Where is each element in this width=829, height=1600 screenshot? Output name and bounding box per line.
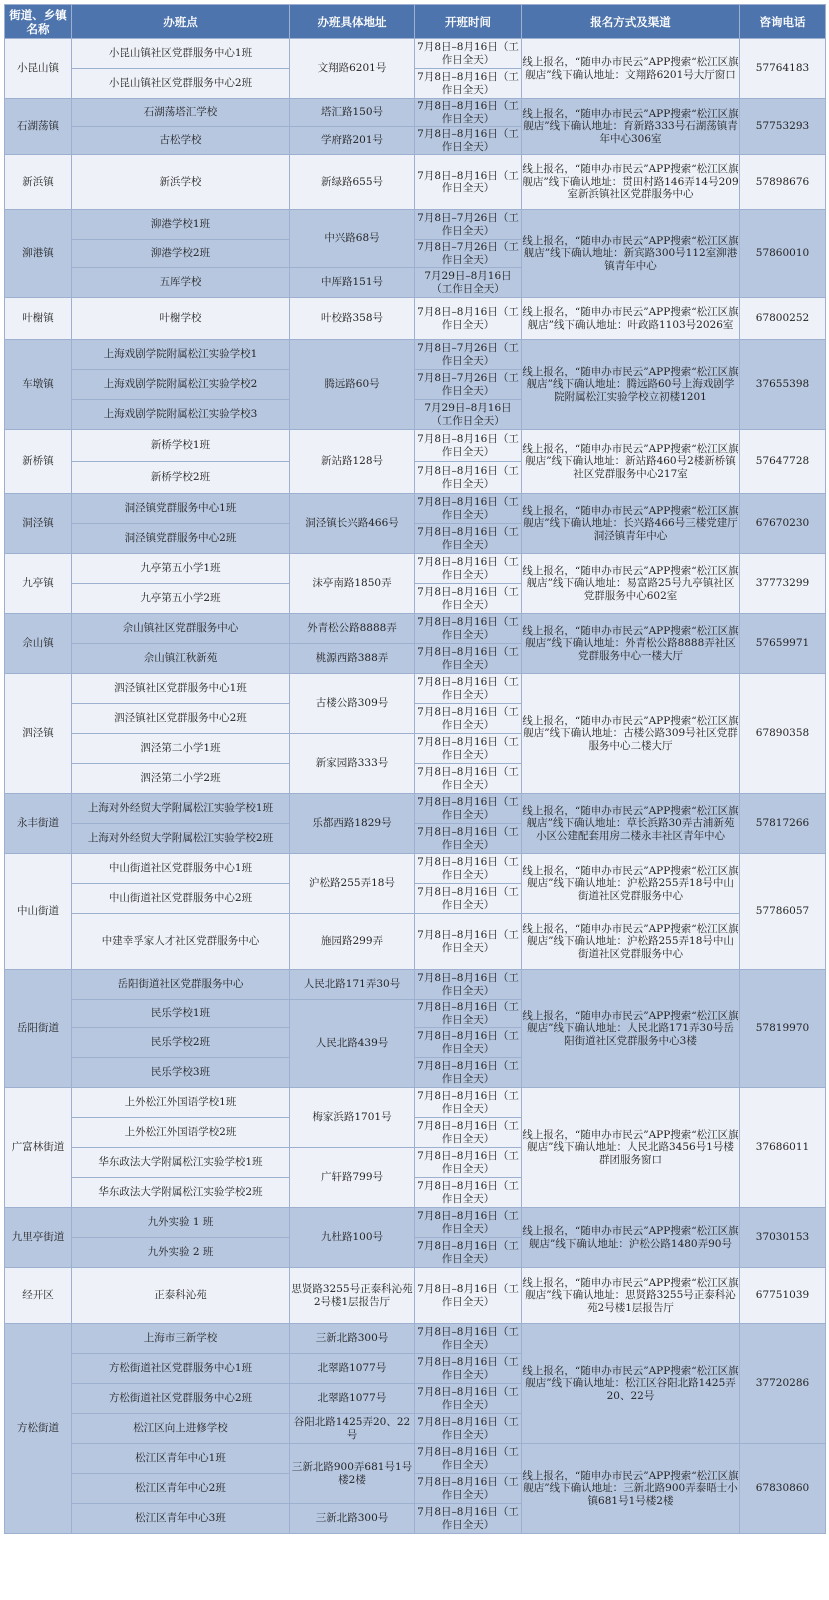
district-cell: 永丰街道 bbox=[5, 794, 72, 854]
signup-cell: 线上报名，“随申办市民云”APP搜索“松江区旗舰店”线下确认地址：人民北路171弄30号岳阳街道社区党群服务中心3楼 bbox=[522, 970, 740, 1088]
site-cell: 上海戏剧学院附属松江实验学校2 bbox=[72, 370, 290, 400]
time-cell: 7月8日–8月16日（工作日全天） bbox=[415, 644, 522, 674]
time-cell: 7月8日–8月16日（工作日全天） bbox=[415, 1384, 522, 1414]
time-cell: 7月8日–8月16日（工作日全天） bbox=[415, 1028, 522, 1058]
address-cell: 塔汇路150号 bbox=[290, 99, 415, 127]
time-cell: 7月8日–8月16日（工作日全天） bbox=[415, 794, 522, 824]
phone-cell: 57817266 bbox=[740, 794, 826, 854]
site-cell: 上海戏剧学院附属松江实验学校1 bbox=[72, 340, 290, 370]
signup-cell: 线上报名，“随申办市民云”APP搜索“松江区旗舰店”线下确认地址：外青松公路8888弄社区党群服务中心一楼大厅 bbox=[522, 614, 740, 674]
district-cell: 小昆山镇 bbox=[5, 39, 72, 99]
phone-cell: 37773299 bbox=[740, 554, 826, 614]
address-cell: 沫亭南路1850弄 bbox=[290, 554, 415, 614]
signup-cell: 线上报名，“随申办市民云”APP搜索“松江区旗舰店”线下确认地址：新宾路300号112室泖港镇青年中心 bbox=[522, 210, 740, 298]
time-cell: 7月8日–8月16日（工作日全天） bbox=[415, 494, 522, 524]
phone-cell: 67670230 bbox=[740, 494, 826, 554]
signup-cell: 线上报名，“随申办市民云”APP搜索“松江区旗舰店”线下确认地址：古楼公路309号社区党群服务中心二楼大厅 bbox=[522, 674, 740, 794]
signup-cell: 线上报名，“随申办市民云”APP搜索“松江区旗舰店”线下确认地址：沪松公路1480弄90号 bbox=[522, 1208, 740, 1268]
table-row bbox=[5, 1268, 826, 1324]
table-row bbox=[5, 554, 826, 584]
header-address: 办班具体地址 bbox=[290, 5, 415, 39]
header-site: 办班点 bbox=[72, 5, 290, 39]
site-cell: 华东政法大学附属松江实验学校1班 bbox=[72, 1148, 290, 1178]
time-cell: 7月8日–7月26日（工作日全天） bbox=[415, 210, 522, 240]
address-cell: 三新北路300号 bbox=[290, 1324, 415, 1354]
site-cell: 上外松江外国语学校1班 bbox=[72, 1088, 290, 1118]
signup-cell: 线上报名，“随申办市民云”APP搜索“松江区旗舰店”线下确认地址：沪松路255弄18号中山街道社区党群服务中心 bbox=[522, 914, 740, 970]
signup-cell: 线上报名，“随申办市民云”APP搜索“松江区旗舰店”线下确认地址：育新路333号石湖荡镇青年中心306室 bbox=[522, 99, 740, 155]
district-cell: 石湖荡镇 bbox=[5, 99, 72, 155]
signup-cell: 线上报名，“随申办市民云”APP搜索“松江区旗舰店”线下确认地址：贯田村路146弄14号209室新浜镇社区党群服务中心 bbox=[522, 155, 740, 210]
address-cell: 沪松路255弄18号 bbox=[290, 854, 415, 914]
phone-cell: 57786057 bbox=[740, 854, 826, 970]
address-cell: 洞泾镇长兴路466号 bbox=[290, 494, 415, 554]
site-cell: 九亭第五小学2班 bbox=[72, 584, 290, 614]
table-row bbox=[5, 99, 826, 127]
address-cell: 古楼公路309号 bbox=[290, 674, 415, 734]
table-row bbox=[5, 1208, 826, 1238]
phone-cell: 57753293 bbox=[740, 99, 826, 155]
site-cell: 叶榭学校 bbox=[72, 298, 290, 340]
time-cell: 7月8日–8月16日（工作日全天） bbox=[415, 824, 522, 854]
time-cell: 7月8日–8月16日（工作日全天） bbox=[415, 1268, 522, 1324]
class-schedule-table bbox=[4, 4, 826, 1534]
address-cell: 外青松公路8888弄 bbox=[290, 614, 415, 644]
address-cell: 施园路299弄 bbox=[290, 914, 415, 970]
signup-cell: 线上报名，“随申办市民云”APP搜索“松江区旗舰店”线下确认地址：腾远路60号上海戏剧学院附属松江实验学校立初楼1201 bbox=[522, 340, 740, 430]
address-cell: 梅家浜路1701号 bbox=[290, 1088, 415, 1148]
time-cell: 7月8日–8月16日（工作日全天） bbox=[415, 1088, 522, 1118]
site-cell: 中建幸孚家人才社区党群服务中心 bbox=[72, 914, 290, 970]
time-cell: 7月8日–8月16日（工作日全天） bbox=[415, 584, 522, 614]
address-cell: 三新北路300号 bbox=[290, 1504, 415, 1534]
time-cell: 7月8日–8月16日（工作日全天） bbox=[415, 1354, 522, 1384]
time-cell: 7月8日–7月26日（工作日全天） bbox=[415, 240, 522, 268]
time-cell: 7月8日–8月16日（工作日全天） bbox=[415, 1444, 522, 1474]
time-cell: 7月8日–8月16日（工作日全天） bbox=[415, 1058, 522, 1088]
table-body bbox=[5, 39, 826, 1534]
table-row bbox=[5, 970, 826, 1000]
time-cell: 7月8日–7月26日（工作日全天） bbox=[415, 340, 522, 370]
site-cell: 松江区青年中心3班 bbox=[72, 1504, 290, 1534]
signup-cell: 线上报名，“随申办市民云”APP搜索“松江区旗舰店”线下确认地址：长兴路466号三楼党建厅洞泾镇青年中心 bbox=[522, 494, 740, 554]
time-cell: 7月8日–8月16日（工作日全天） bbox=[415, 704, 522, 734]
time-cell: 7月29日–8月16日（工作日全天） bbox=[415, 268, 522, 298]
signup-cell: 线上报名，“随申办市民云”APP搜索“松江区旗舰店”线下确认地址：人民北路3456号1号楼群团服务窗口 bbox=[522, 1088, 740, 1208]
header-row bbox=[5, 5, 826, 39]
phone-cell: 67800252 bbox=[740, 298, 826, 340]
site-cell: 泗泾镇社区党群服务中心2班 bbox=[72, 704, 290, 734]
site-cell: 五厍学校 bbox=[72, 268, 290, 298]
site-cell: 佘山镇社区党群服务中心 bbox=[72, 614, 290, 644]
phone-cell: 57819970 bbox=[740, 970, 826, 1088]
table-row bbox=[5, 674, 826, 704]
time-cell: 7月8日–8月16日（工作日全天） bbox=[415, 69, 522, 99]
phone-cell: 57659971 bbox=[740, 614, 826, 674]
site-cell: 民乐学校3班 bbox=[72, 1058, 290, 1088]
phone-cell: 57764183 bbox=[740, 39, 826, 99]
time-cell: 7月8日–8月16日（工作日全天） bbox=[415, 734, 522, 764]
time-cell: 7月8日–8月16日（工作日全天） bbox=[415, 854, 522, 884]
site-cell: 上外松江外国语学校2班 bbox=[72, 1118, 290, 1148]
time-cell: 7月8日–8月16日（工作日全天） bbox=[415, 554, 522, 584]
table-row bbox=[5, 914, 826, 970]
site-cell: 九外实验 1 班 bbox=[72, 1208, 290, 1238]
signup-cell: 线上报名，“随申办市民云”APP搜索“松江区旗舰店”线下确认地址：思贤路3255号正泰科沁苑2号楼1层报告厅 bbox=[522, 1268, 740, 1324]
phone-cell: 57898676 bbox=[740, 155, 826, 210]
time-cell: 7月8日–8月16日（工作日全天） bbox=[415, 1324, 522, 1354]
address-cell: 广轩路799号 bbox=[290, 1148, 415, 1208]
site-cell: 松江区向上进修学校 bbox=[72, 1414, 290, 1444]
table-row bbox=[5, 340, 826, 370]
signup-cell: 线上报名，“随申办市民云”APP搜索“松江区旗舰店”线下确认地址：沪松路255弄18号中山街道社区党群服务中心 bbox=[522, 854, 740, 914]
site-cell: 洞泾镇党群服务中心2班 bbox=[72, 524, 290, 554]
site-cell: 小昆山镇社区党群服务中心1班 bbox=[72, 39, 290, 69]
district-cell: 叶榭镇 bbox=[5, 298, 72, 340]
site-cell: 民乐学校2班 bbox=[72, 1028, 290, 1058]
address-cell: 三新北路900弄681号1号楼2楼 bbox=[290, 1444, 415, 1504]
phone-cell: 57860010 bbox=[740, 210, 826, 298]
table-row bbox=[5, 1444, 826, 1474]
time-cell: 7月8日–8月16日（工作日全天） bbox=[415, 764, 522, 794]
site-cell: 岳阳街道社区党群服务中心 bbox=[72, 970, 290, 1000]
site-cell: 新桥学校2班 bbox=[72, 462, 290, 494]
time-cell: 7月8日–8月16日（工作日全天） bbox=[415, 39, 522, 69]
phone-cell: 37720286 bbox=[740, 1324, 826, 1444]
site-cell: 方松街道社区党群服务中心2班 bbox=[72, 1384, 290, 1414]
district-cell: 泗泾镇 bbox=[5, 674, 72, 794]
table-row bbox=[5, 298, 826, 340]
header-district: 街道、乡镇名称 bbox=[5, 5, 72, 39]
site-cell: 泗泾第二小学2班 bbox=[72, 764, 290, 794]
address-cell: 九杜路100号 bbox=[290, 1208, 415, 1268]
site-cell: 上海市三新学校 bbox=[72, 1324, 290, 1354]
district-cell: 九亭镇 bbox=[5, 554, 72, 614]
time-cell: 7月8日–8月16日（工作日全天） bbox=[415, 674, 522, 704]
site-cell: 上海对外经贸大学附属松江实验学校2班 bbox=[72, 824, 290, 854]
site-cell: 石湖荡塔汇学校 bbox=[72, 99, 290, 127]
site-cell: 方松街道社区党群服务中心1班 bbox=[72, 1354, 290, 1384]
time-cell: 7月8日–8月16日（工作日全天） bbox=[415, 1414, 522, 1444]
site-cell: 中山街道社区党群服务中心1班 bbox=[72, 854, 290, 884]
table-row bbox=[5, 210, 826, 240]
time-cell: 7月8日–8月16日（工作日全天） bbox=[415, 1178, 522, 1208]
address-cell: 北翠路1077号 bbox=[290, 1384, 415, 1414]
site-cell: 佘山镇江秋新苑 bbox=[72, 644, 290, 674]
district-cell: 经开区 bbox=[5, 1268, 72, 1324]
address-cell: 思贤路3255号正泰科沁苑2号楼1层报告厅 bbox=[290, 1268, 415, 1324]
time-cell: 7月8日–8月16日（工作日全天） bbox=[415, 1208, 522, 1238]
site-cell: 上海戏剧学院附属松江实验学校3 bbox=[72, 400, 290, 430]
signup-cell: 线上报名，“随申办市民云”APP搜索“松江区旗舰店”线下确认地址：新站路460号2楼新桥镇社区党群服务中心217室 bbox=[522, 430, 740, 494]
site-cell: 古松学校 bbox=[72, 127, 290, 155]
district-cell: 新浜镇 bbox=[5, 155, 72, 210]
site-cell: 民乐学校1班 bbox=[72, 1000, 290, 1028]
site-cell: 泖港学校1班 bbox=[72, 210, 290, 240]
site-cell: 泗泾镇社区党群服务中心1班 bbox=[72, 674, 290, 704]
address-cell: 中厍路151号 bbox=[290, 268, 415, 298]
address-cell: 叶校路358号 bbox=[290, 298, 415, 340]
time-cell: 7月8日–8月16日（工作日全天） bbox=[415, 1238, 522, 1268]
site-cell: 松江区青年中心1班 bbox=[72, 1444, 290, 1474]
phone-cell: 67830860 bbox=[740, 1444, 826, 1534]
address-cell: 腾远路60号 bbox=[290, 340, 415, 430]
site-cell: 泗泾第二小学1班 bbox=[72, 734, 290, 764]
time-cell: 7月8日–8月16日（工作日全天） bbox=[415, 614, 522, 644]
time-cell: 7月8日–8月16日（工作日全天） bbox=[415, 298, 522, 340]
table-row bbox=[5, 854, 826, 884]
address-cell: 文翔路6201号 bbox=[290, 39, 415, 99]
time-cell: 7月8日–8月16日（工作日全天） bbox=[415, 462, 522, 494]
signup-cell: 线上报名，“随申办市民云”APP搜索“松江区旗舰店”线下确认地址：文翔路6201号大厅窗口 bbox=[522, 39, 740, 99]
header-phone: 咨询电话 bbox=[740, 5, 826, 39]
address-cell: 人民北路171弄30号 bbox=[290, 970, 415, 1000]
table-row bbox=[5, 155, 826, 210]
site-cell: 新浜学校 bbox=[72, 155, 290, 210]
time-cell: 7月8日–7月26日（工作日全天） bbox=[415, 370, 522, 400]
site-cell: 松江区青年中心2班 bbox=[72, 1474, 290, 1504]
site-cell: 中山街道社区党群服务中心2班 bbox=[72, 884, 290, 914]
address-cell: 中兴路68号 bbox=[290, 210, 415, 268]
district-cell: 岳阳街道 bbox=[5, 970, 72, 1088]
table-row bbox=[5, 614, 826, 644]
time-cell: 7月8日–8月16日（工作日全天） bbox=[415, 524, 522, 554]
site-cell: 九外实验 2 班 bbox=[72, 1238, 290, 1268]
header-signup: 报名方式及渠道 bbox=[522, 5, 740, 39]
time-cell: 7月8日–8月16日（工作日全天） bbox=[415, 1474, 522, 1504]
phone-cell: 37030153 bbox=[740, 1208, 826, 1268]
site-cell: 华东政法大学附属松江实验学校2班 bbox=[72, 1178, 290, 1208]
site-cell: 上海对外经贸大学附属松江实验学校1班 bbox=[72, 794, 290, 824]
site-cell: 正泰科沁苑 bbox=[72, 1268, 290, 1324]
district-cell: 佘山镇 bbox=[5, 614, 72, 674]
table-row bbox=[5, 1088, 826, 1118]
time-cell: 7月29日–8月16日（工作日全天） bbox=[415, 400, 522, 430]
site-cell: 洞泾镇党群服务中心1班 bbox=[72, 494, 290, 524]
time-cell: 7月8日–8月16日（工作日全天） bbox=[415, 127, 522, 155]
district-cell: 车墩镇 bbox=[5, 340, 72, 430]
signup-cell: 线上报名，“随申办市民云”APP搜索“松江区旗舰店”线下确认地址：易富路25号九亭镇社区党群服务中心602室 bbox=[522, 554, 740, 614]
signup-cell: 线上报名，“随申办市民云”APP搜索“松江区旗舰店”线下确认地址：松江区谷阳北路1425弄20、22号 bbox=[522, 1324, 740, 1444]
address-cell: 学府路201号 bbox=[290, 127, 415, 155]
phone-cell: 37655398 bbox=[740, 340, 826, 430]
table-row bbox=[5, 430, 826, 462]
signup-cell: 线上报名，“随申办市民云”APP搜索“松江区旗舰店”线下确认地址：叶政路1103号2026室 bbox=[522, 298, 740, 340]
time-cell: 7月8日–8月16日（工作日全天） bbox=[415, 970, 522, 1000]
address-cell: 谷阳北路1425弄20、22号 bbox=[290, 1414, 415, 1444]
address-cell: 新绿路655号 bbox=[290, 155, 415, 210]
time-cell: 7月8日–8月16日（工作日全天） bbox=[415, 1118, 522, 1148]
address-cell: 北翠路1077号 bbox=[290, 1354, 415, 1384]
time-cell: 7月8日–8月16日（工作日全天） bbox=[415, 430, 522, 462]
address-cell: 人民北路439号 bbox=[290, 1000, 415, 1088]
site-cell: 新桥学校1班 bbox=[72, 430, 290, 462]
phone-cell: 67751039 bbox=[740, 1268, 826, 1324]
district-cell: 广富林街道 bbox=[5, 1088, 72, 1208]
district-cell: 中山街道 bbox=[5, 854, 72, 970]
time-cell: 7月8日–8月16日（工作日全天） bbox=[415, 1000, 522, 1028]
time-cell: 7月8日–8月16日（工作日全天） bbox=[415, 884, 522, 914]
district-cell: 泖港镇 bbox=[5, 210, 72, 298]
phone-cell: 37686011 bbox=[740, 1088, 826, 1208]
address-cell: 乐都西路1829号 bbox=[290, 794, 415, 854]
district-cell: 洞泾镇 bbox=[5, 494, 72, 554]
time-cell: 7月8日–8月16日（工作日全天） bbox=[415, 155, 522, 210]
time-cell: 7月8日–8月16日（工作日全天） bbox=[415, 99, 522, 127]
table-row bbox=[5, 1324, 826, 1354]
phone-cell: 67890358 bbox=[740, 674, 826, 794]
site-cell: 泖港学校2班 bbox=[72, 240, 290, 268]
site-cell: 小昆山镇社区党群服务中心2班 bbox=[72, 69, 290, 99]
table-row bbox=[5, 494, 826, 524]
time-cell: 7月8日–8月16日（工作日全天） bbox=[415, 914, 522, 970]
district-cell: 方松街道 bbox=[5, 1324, 72, 1534]
phone-cell: 57647728 bbox=[740, 430, 826, 494]
district-cell: 九里亭街道 bbox=[5, 1208, 72, 1268]
table-row bbox=[5, 794, 826, 824]
district-cell: 新桥镇 bbox=[5, 430, 72, 494]
address-cell: 桃源西路388弄 bbox=[290, 644, 415, 674]
signup-cell: 线上报名，“随申办市民云”APP搜索“松江区旗舰店”线下确认地址：草长浜路30弄古浦新苑小区公建配套用房二楼永丰社区青年中心 bbox=[522, 794, 740, 854]
time-cell: 7月8日–8月16日（工作日全天） bbox=[415, 1504, 522, 1534]
address-cell: 新家园路333号 bbox=[290, 734, 415, 794]
signup-cell: 线上报名，“随申办市民云”APP搜索“松江区旗舰店”线下确认地址：三新北路900弄泰晤士小镇681号1号楼2楼 bbox=[522, 1444, 740, 1534]
header-time: 开班时间 bbox=[415, 5, 522, 39]
address-cell: 新站路128号 bbox=[290, 430, 415, 494]
time-cell: 7月8日–8月16日（工作日全天） bbox=[415, 1148, 522, 1178]
site-cell: 九亭第五小学1班 bbox=[72, 554, 290, 584]
table-row bbox=[5, 39, 826, 69]
